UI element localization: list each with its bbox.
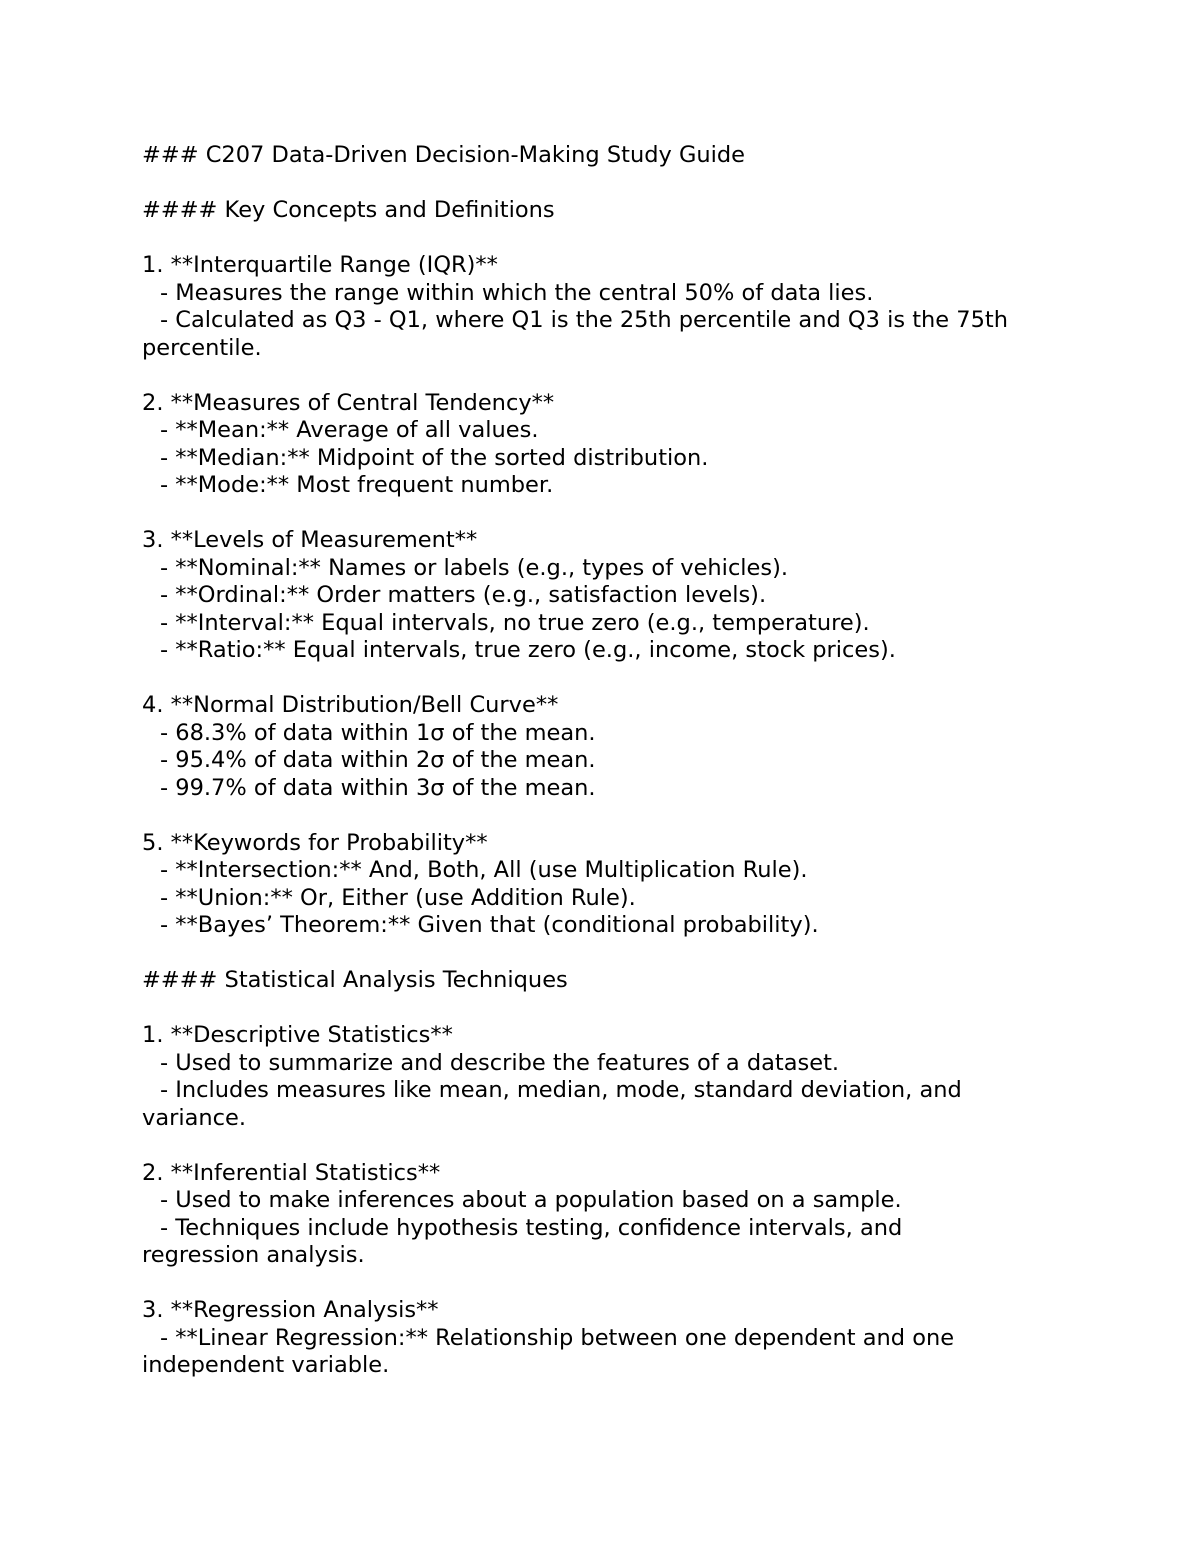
document-title: ### C207 Data-Driven Decision-Making Study Guide bbox=[142, 142, 746, 168]
bullet-line: - **Linear Regression:** Relationship between one dependent and one bbox=[160, 1324, 955, 1351]
list-item-levels-of-measurement bbox=[142, 527, 1082, 665]
list-item-iqr bbox=[142, 252, 1082, 362]
section-heading-statistical-techniques: #### Statistical Analysis Techniques bbox=[142, 967, 568, 993]
item-title: 2. **Measures of Central Tendency** bbox=[142, 389, 555, 416]
item-title: 3. **Regression Analysis** bbox=[142, 1297, 439, 1323]
bullet-line: - 95.4% of data within 2σ of the mean. bbox=[160, 747, 596, 773]
list-item-normal-distribution bbox=[142, 692, 1082, 802]
bullet-line-continuation: independent variable. bbox=[142, 1352, 390, 1378]
bullet-line: - **Mean:** Average of all values. bbox=[160, 417, 539, 443]
bullet-line: - **Median:** Midpoint of the sorted distribution. bbox=[160, 444, 709, 471]
bullet-line: - **Ordinal:** Order matters (e.g., satisfaction levels). bbox=[160, 582, 767, 608]
bullet-line: - Measures the range within which the central 50% of data lies. bbox=[160, 279, 874, 306]
bullet-line: - Used to make inferences about a population based on a sample. bbox=[160, 1187, 902, 1213]
list-item-central-tendency bbox=[142, 390, 1082, 500]
bullet-line: - 99.7% of data within 3σ of the mean. bbox=[160, 774, 596, 801]
item-title: 3. **Levels of Measurement** bbox=[142, 527, 478, 553]
item-title: 2. **Inferential Statistics** bbox=[142, 1159, 441, 1186]
list-item-descriptive-statistics bbox=[142, 1022, 1082, 1132]
list-item-probability-keywords bbox=[142, 830, 1082, 940]
bullet-line: - Includes measures like mean, median, mode, standard deviation, and bbox=[160, 1077, 962, 1103]
bullet-line: - **Union:** Or, Either (use Addition Rule). bbox=[160, 884, 636, 911]
bullet-line-continuation: percentile. bbox=[142, 334, 262, 361]
item-title: 1. **Descriptive Statistics** bbox=[142, 1022, 453, 1048]
section-heading-key-concepts: #### Key Concepts and Definitions bbox=[142, 197, 555, 223]
document-page bbox=[142, 142, 1082, 1380]
list-item-inferential-statistics bbox=[142, 1160, 1082, 1270]
item-title: 4. **Normal Distribution/Bell Curve** bbox=[142, 692, 559, 718]
bullet-line: - **Intersection:** And, Both, All (use Multiplication Rule). bbox=[160, 857, 808, 883]
list-item-regression-analysis bbox=[142, 1297, 1082, 1380]
bullet-line: - Calculated as Q3 - Q1, where Q1 is the 25th percentile and Q3 is the 75th bbox=[160, 307, 1008, 333]
bullet-line: - Techniques include hypothesis testing, confidence intervals, and bbox=[160, 1214, 903, 1241]
bullet-line: - **Mode:** Most frequent number. bbox=[160, 472, 554, 498]
bullet-line: - Used to summarize and describe the features of a dataset. bbox=[160, 1049, 840, 1076]
item-title: 5. **Keywords for Probability** bbox=[142, 829, 488, 856]
bullet-line-continuation: variance. bbox=[142, 1104, 247, 1131]
bullet-line: - **Ratio:** Equal intervals, true zero (e.g., income, stock prices). bbox=[160, 637, 896, 663]
item-title: 1. **Interquartile Range (IQR)** bbox=[142, 252, 498, 278]
bullet-line: - **Nominal:** Names or labels (e.g., types of vehicles). bbox=[160, 554, 789, 581]
bullet-line: - 68.3% of data within 1σ of the mean. bbox=[160, 719, 596, 746]
bullet-line-continuation: regression analysis. bbox=[142, 1242, 365, 1268]
bullet-line: - **Bayes’ Theorem:** Given that (conditional probability). bbox=[160, 912, 819, 938]
bullet-line: - **Interval:** Equal intervals, no true zero (e.g., temperature). bbox=[160, 609, 870, 636]
